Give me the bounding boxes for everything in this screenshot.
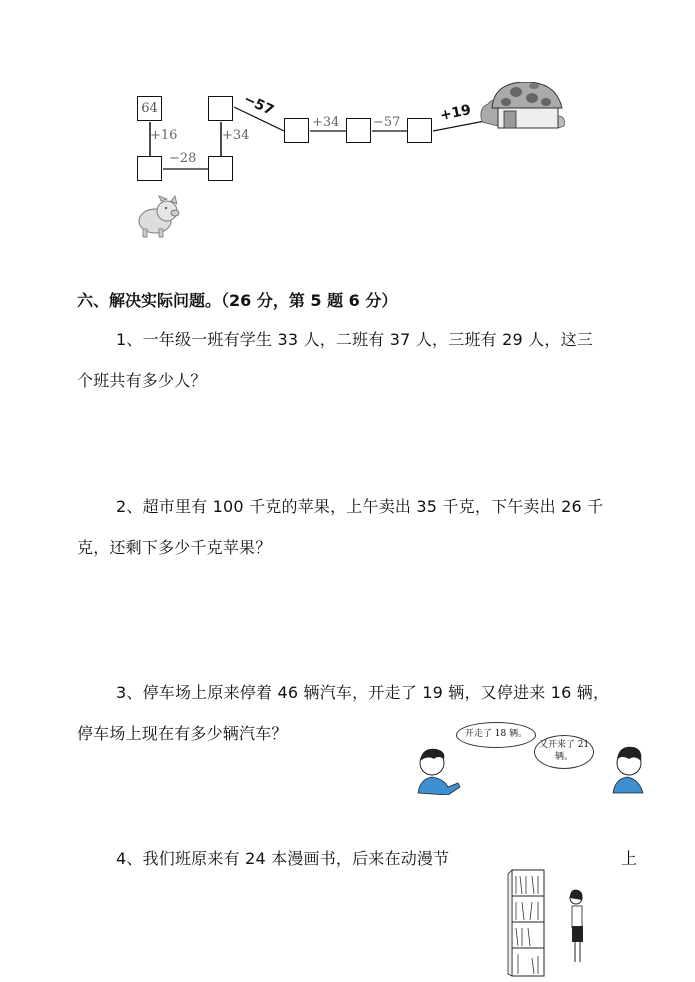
section-title: 六、解决实际问题。（26 分，第 5 题 6 分）	[77, 291, 398, 310]
operation-label: +19	[438, 101, 473, 125]
operation-label: −57	[373, 115, 401, 130]
problem-1-line-1: 1、一年级一班有学生 33 人，二班有 37 人，三班有 29 人，这三	[116, 330, 593, 349]
speech-bubble-left: 开走了 18 辆。	[456, 722, 536, 748]
answer-box-4[interactable]	[208, 96, 233, 121]
answer-box-5[interactable]	[284, 118, 309, 143]
operation-label: +16	[150, 128, 178, 143]
problem-2-line-1: 2、超市里有 100 千克的苹果，上午卖出 35 千克，下午卖出 26 千	[116, 497, 604, 516]
operation-label: −57	[241, 91, 277, 119]
answer-box-7[interactable]	[407, 118, 432, 143]
operation-label: +34	[222, 128, 250, 143]
boy-right-icon	[605, 745, 650, 795]
problem-1-line-2: 个班共有多少人？	[77, 371, 207, 390]
pig-icon	[133, 195, 183, 240]
answer-box-2[interactable]	[137, 156, 162, 181]
problem-3-line-1: 3、停车场上原来停着 46 辆汽车，开走了 19 辆，又停进来 16 辆，	[116, 683, 610, 702]
problem-2-line-2: 克，还剩下多少千克苹果？	[77, 538, 272, 557]
bookshelf-and-girl-icon	[506, 868, 596, 980]
operation-label: −28	[169, 151, 197, 166]
start-box: 64	[137, 96, 162, 121]
boy-left-icon	[414, 745, 464, 795]
mushroom-house-icon	[474, 82, 574, 134]
speech-bubble-right: 又开来了 21 辆。	[534, 735, 594, 769]
answer-box-6[interactable]	[346, 118, 371, 143]
problem-4-line-1-end: 上	[621, 849, 638, 868]
operation-label: +34	[312, 115, 340, 130]
answer-box-3[interactable]	[208, 156, 233, 181]
problem-3-line-2: 停车场上现在有多少辆汽车？	[77, 724, 288, 743]
problem-4-line-1: 4、我们班原来有 24 本漫画书，后来在动漫节	[116, 849, 450, 868]
